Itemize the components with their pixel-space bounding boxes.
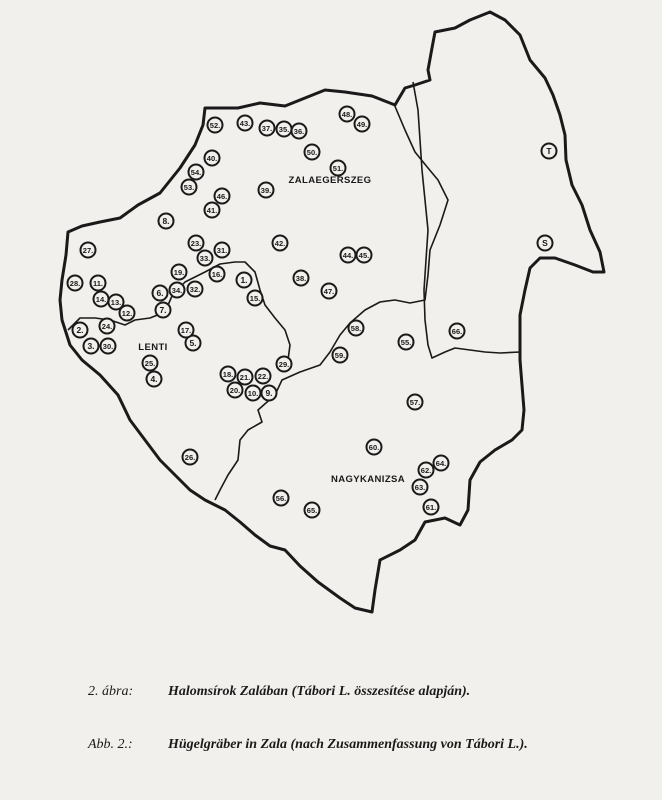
site-label-8: 8.: [162, 216, 170, 226]
site-label-26: 26.: [184, 453, 196, 462]
site-marker-50: [305, 145, 320, 160]
site-label-31: 31.: [216, 246, 228, 255]
site-marker-45: [357, 248, 372, 263]
site-label-27: 27.: [82, 246, 94, 255]
site-marker-58: [349, 321, 364, 336]
site-marker-37: [260, 121, 275, 136]
site-marker-62: [419, 463, 434, 478]
site-marker-39: [259, 183, 274, 198]
site-marker-36: [292, 124, 307, 139]
site-marker-31: [215, 243, 230, 258]
site-label-56: 56.: [275, 494, 287, 503]
site-label-57: 57.: [409, 398, 421, 407]
site-label-5: 5.: [189, 338, 197, 348]
site-label-2: 2.: [76, 325, 84, 335]
site-label-12: 12.: [121, 309, 133, 318]
site-label-30: 30.: [102, 342, 114, 351]
site-marker-8: [159, 214, 174, 229]
town-label-zalaegerszeg: ZALAEGERSZEG: [288, 175, 372, 186]
site-label-66: 66.: [451, 327, 463, 336]
site-label-13: 13.: [110, 298, 122, 307]
site-marker-59: [333, 348, 348, 363]
site-marker-30: [101, 339, 116, 354]
site-label-19: 19.: [173, 268, 185, 277]
site-label-50: 50.: [306, 148, 318, 157]
site-marker-41: [205, 203, 220, 218]
site-label-10: 10.: [247, 389, 259, 398]
site-label-11: 11.: [92, 279, 104, 288]
site-label-53: 53.: [183, 183, 195, 192]
site-label-51: 51.: [332, 164, 344, 173]
site-marker-10: [246, 386, 261, 401]
site-label-58: 58.: [350, 324, 362, 333]
site-label-60: 60.: [368, 443, 380, 452]
site-label-29: 29.: [278, 360, 290, 369]
site-label-47: 47.: [323, 287, 335, 296]
site-label-64: 64.: [435, 459, 447, 468]
site-marker-49: [355, 117, 370, 132]
site-label-54: 54.: [190, 168, 202, 177]
site-marker-13: [109, 295, 124, 310]
site-label-1: 1.: [240, 275, 248, 285]
site-label-t: T: [546, 146, 552, 156]
site-marker-11: [91, 276, 106, 291]
site-markers: [68, 107, 557, 518]
site-label-65: 65.: [306, 506, 318, 515]
caption-de-label: Abb. 2.:: [88, 737, 133, 752]
site-marker-4: [147, 372, 162, 387]
site-label-17: 17.: [180, 326, 192, 335]
district-border-east: [413, 82, 520, 358]
site-label-7: 7.: [159, 305, 167, 315]
site-marker-33: [198, 251, 213, 266]
site-marker-1: [237, 273, 252, 288]
site-label-55: 55.: [400, 338, 412, 347]
site-marker-46: [215, 189, 230, 204]
site-label-25: 25.: [144, 359, 156, 368]
site-marker-44: [341, 248, 356, 263]
site-marker-26: [183, 450, 198, 465]
site-label-s: S: [542, 238, 548, 248]
site-label-21: 21.: [239, 373, 251, 382]
caption-hu-text: Halomsírok Zalában (Tábori L. összesítése alapján).: [168, 684, 471, 699]
site-marker-40: [205, 151, 220, 166]
site-marker-21: [238, 370, 253, 385]
site-label-18: 18.: [222, 370, 234, 379]
site-label-49: 49.: [356, 120, 368, 129]
site-label-62: 62.: [420, 466, 432, 475]
site-marker-24: [100, 319, 115, 334]
site-label-38: 38.: [295, 274, 307, 283]
site-marker-25: [143, 356, 158, 371]
site-label-46: 46.: [216, 192, 228, 201]
site-marker-s: [538, 236, 553, 251]
site-label-35: 35.: [278, 125, 290, 134]
town-label-nagykanizsa: NAGYKANIZSA: [330, 474, 406, 485]
site-marker-43: [238, 116, 253, 131]
site-label-23: 23.: [190, 239, 202, 248]
site-label-34: 34.: [171, 286, 183, 295]
site-marker-32: [188, 282, 203, 297]
site-label-52: 52.: [209, 121, 221, 130]
site-label-20: 20.: [229, 386, 241, 395]
site-marker-3: [84, 339, 99, 354]
site-marker-22: [256, 369, 271, 384]
site-marker-2: [73, 323, 88, 338]
site-marker-28: [68, 276, 83, 291]
site-marker-65: [305, 503, 320, 518]
site-marker-54: [189, 165, 204, 180]
site-label-39: 39.: [260, 186, 272, 195]
site-label-3: 3.: [87, 341, 95, 351]
site-marker-t: [542, 144, 557, 159]
site-label-9: 9.: [265, 388, 273, 398]
site-label-15: 15.: [249, 294, 261, 303]
site-marker-51: [331, 161, 346, 176]
site-marker-61: [424, 500, 439, 515]
site-label-45: 45.: [358, 251, 370, 260]
site-marker-63: [413, 480, 428, 495]
site-marker-18: [221, 367, 236, 382]
site-marker-64: [434, 456, 449, 471]
site-label-6: 6.: [156, 288, 164, 298]
site-label-48: 48.: [341, 110, 353, 119]
site-marker-7: [156, 303, 171, 318]
site-marker-34: [170, 283, 185, 298]
site-label-41: 41.: [206, 206, 218, 215]
site-label-16: 16.: [211, 270, 223, 279]
site-marker-29: [277, 357, 292, 372]
site-label-4: 4.: [150, 374, 158, 384]
site-marker-14: [94, 292, 109, 307]
site-label-36: 36.: [293, 127, 305, 136]
caption-de-text: Hügelgräber in Zala (nach Zusammenfassung von Tábori L.).: [168, 737, 528, 752]
site-marker-42: [273, 236, 288, 251]
site-marker-56: [274, 491, 289, 506]
site-marker-23: [189, 236, 204, 251]
site-label-22: 22.: [257, 372, 269, 381]
site-marker-17: [179, 323, 194, 338]
site-marker-6: [153, 286, 168, 301]
site-marker-48: [340, 107, 355, 122]
site-label-24: 24.: [101, 322, 113, 331]
caption-hu-label: 2. ábra:: [88, 684, 134, 699]
site-label-61: 61.: [425, 503, 437, 512]
site-marker-15: [248, 291, 263, 306]
site-label-43: 43.: [239, 119, 251, 128]
site-marker-38: [294, 271, 309, 286]
site-label-63: 63.: [414, 483, 426, 492]
map-boundaries: [60, 12, 604, 612]
site-marker-60: [367, 440, 382, 455]
county-border: [60, 12, 604, 612]
town-label-lenti: LENTI: [138, 342, 168, 353]
site-label-33: 33.: [199, 254, 211, 263]
site-label-14: 14.: [95, 295, 107, 304]
site-marker-20: [228, 383, 243, 398]
site-label-32: 32.: [189, 285, 201, 294]
site-marker-53: [182, 180, 197, 195]
site-label-44: 44.: [342, 251, 354, 260]
site-label-28: 28.: [69, 279, 81, 288]
site-label-37: 37.: [261, 124, 273, 133]
site-marker-55: [399, 335, 414, 350]
site-label-40: 40.: [206, 154, 218, 163]
site-label-42: 42.: [274, 239, 286, 248]
site-marker-47: [322, 284, 337, 299]
site-marker-27: [81, 243, 96, 258]
site-label-59: 59.: [334, 351, 346, 360]
site-marker-57: [408, 395, 423, 410]
site-marker-66: [450, 324, 465, 339]
site-marker-19: [172, 265, 187, 280]
site-marker-16: [210, 267, 225, 282]
site-marker-9: [262, 386, 277, 401]
site-marker-35: [277, 122, 292, 137]
site-marker-52: [208, 118, 223, 133]
